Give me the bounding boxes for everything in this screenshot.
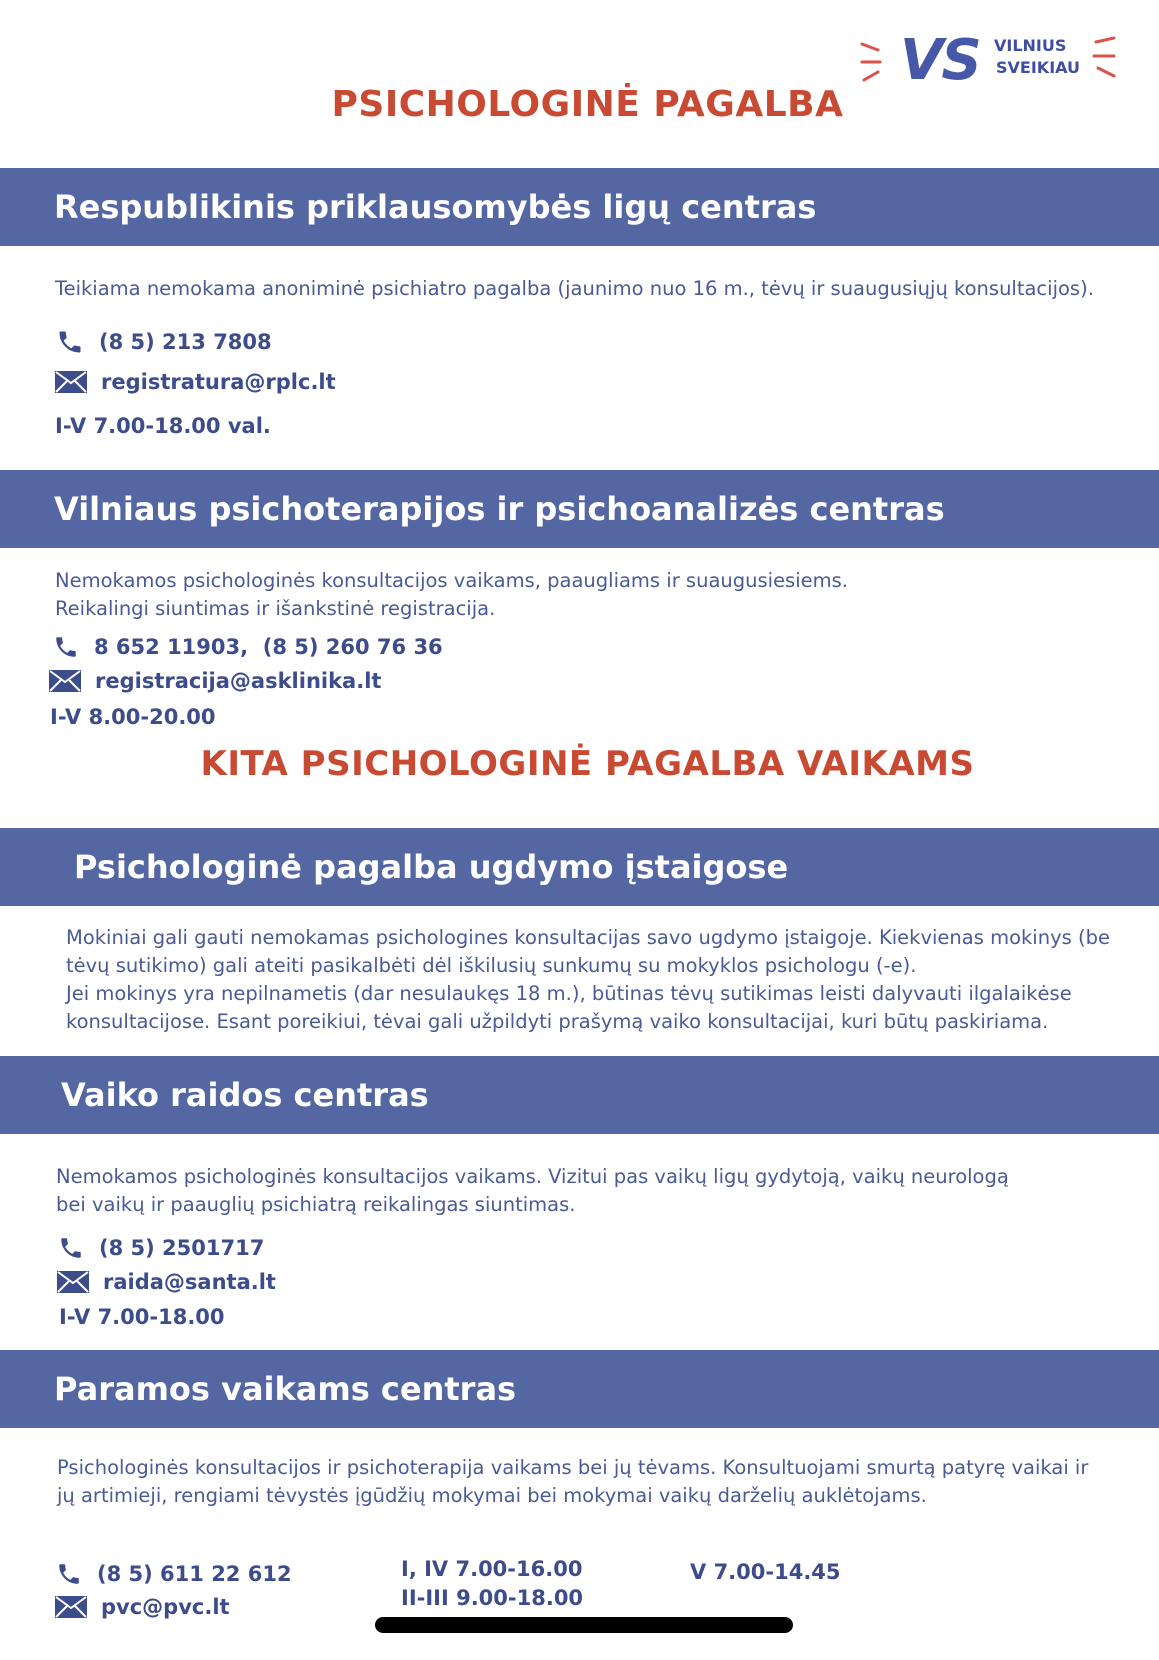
- section-description: Mokiniai gali gauti nemokamas psichologines konsultacijas savo ugdymo įstaigoje. Kiekvienas mokinys (be tėvų sutikimo) gali ateiti pasikalbėti dėl iškilusių sunkumų su mokyklos psichologu (-e). Jei mokinys yra nepilnametis (dar nesulaukęs 18 m.), būtinas tėvų sutikimas leisti dalyvauti ilgalaikėse konsultacijose. Esant poreikiui, tėvai gali užpildyti prašymą vaiko konsultacijai, kuri būtų paskiriama.: [66, 926, 1110, 1033]
- section-description: Nemokamos psichologinės konsultacijos vaikams. Vizitui pas vaikų ligų gydytoją, vaikų neurologą bei vaikų ir paauglių psichiatrą reikalingas siuntimas.: [56, 1165, 1009, 1216]
- email-address: raida@santa.lt: [103, 1270, 276, 1294]
- envelope-icon: [49, 670, 81, 692]
- phone-number: (8 5) 611 22 612: [97, 1562, 292, 1586]
- section-description: Psichologinės konsultacijos ir psichoterapija vaikams bei jų tėvams. Konsultuojami smurtą patyrę vaikai ir jų artimieji, rengiami tėvystės įgūdžių mokymai bei mokymai vaikų darželių auklėtojams.: [57, 1456, 1089, 1507]
- email-contact[interactable]: [49, 669, 381, 693]
- phone-icon: [57, 1235, 85, 1261]
- section-heading: Psichologinė pagalba ugdymo įstaigose: [74, 848, 789, 886]
- opening-hours: I, IV 7.00-16.00: [401, 1557, 583, 1581]
- opening-hours: I-V 8.00-20.00: [50, 705, 216, 729]
- opening-hours: V 7.00-14.45: [690, 1560, 841, 1584]
- section-heading-band: [0, 1056, 1159, 1134]
- section-heading: Respublikinis priklausomybės ligų centras: [54, 188, 817, 226]
- section-heading-band: [0, 1350, 1159, 1428]
- email-address: registratura@rplc.lt: [101, 370, 336, 394]
- logo-line-2: SVEIKIAU: [996, 58, 1081, 77]
- phone-contact[interactable]: [52, 634, 443, 660]
- email-address: registracija@asklinika.lt: [95, 669, 382, 693]
- email-contact[interactable]: [55, 1595, 230, 1619]
- opening-hours: I-V 7.00-18.00 val.: [55, 414, 271, 438]
- phone-contact[interactable]: [57, 1235, 264, 1261]
- phone-number: (8 5) 213 7808: [99, 330, 272, 354]
- section-heading-band: [0, 470, 1159, 548]
- phone-contact[interactable]: [55, 1561, 292, 1587]
- phone-icon: [55, 328, 85, 356]
- section-description: Nemokamos psichologinės konsultacijos vaikams, paaugliams ir suaugusiesiems. Reikalingi siuntimas ir išankstinė registracija.: [55, 569, 848, 620]
- opening-hours: I-V 7.00-18.00: [59, 1305, 225, 1329]
- email-contact[interactable]: [55, 370, 336, 394]
- section-description: Teikiama nemokama anoniminė psichiatro pagalba (jaunimo nuo 16 m., tėvų ir suaugusiųjų konsultacijos).: [55, 277, 1094, 300]
- left-accent-lines: [858, 38, 888, 88]
- phone-number: 8 652 11903, (8 5) 260 76 36: [94, 635, 443, 659]
- phone-icon: [52, 634, 80, 660]
- logo-line-1: VILNIUS: [994, 36, 1067, 55]
- email-address: pvc@pvc.lt: [101, 1595, 230, 1619]
- opening-hours: II-III 9.00-18.00: [401, 1586, 584, 1610]
- section-heading: Vaiko raidos centras: [61, 1076, 429, 1114]
- section-heading-band: [0, 828, 1159, 906]
- envelope-icon: [55, 1596, 87, 1618]
- section-title: KITA PSICHOLOGINĖ PAGALBA VAIKAMS: [200, 744, 975, 784]
- email-contact[interactable]: [57, 1270, 276, 1294]
- section-heading-band: [0, 168, 1159, 246]
- section-heading: Vilniaus psichoterapijos ir psichoanalizės centras: [54, 490, 945, 528]
- phone-icon: [55, 1561, 83, 1587]
- home-indicator[interactable]: [375, 1617, 793, 1633]
- phone-number: (8 5) 2501717: [99, 1236, 265, 1260]
- envelope-icon: [55, 371, 87, 393]
- envelope-icon: [57, 1271, 89, 1293]
- right-accent-lines: [1088, 34, 1120, 84]
- section-heading: Paramos vaikams centras: [54, 1370, 517, 1408]
- logo-mark: VS: [900, 28, 980, 93]
- phone-contact[interactable]: [55, 328, 272, 356]
- page-title: PSICHOLOGINĖ PAGALBA: [331, 84, 844, 125]
